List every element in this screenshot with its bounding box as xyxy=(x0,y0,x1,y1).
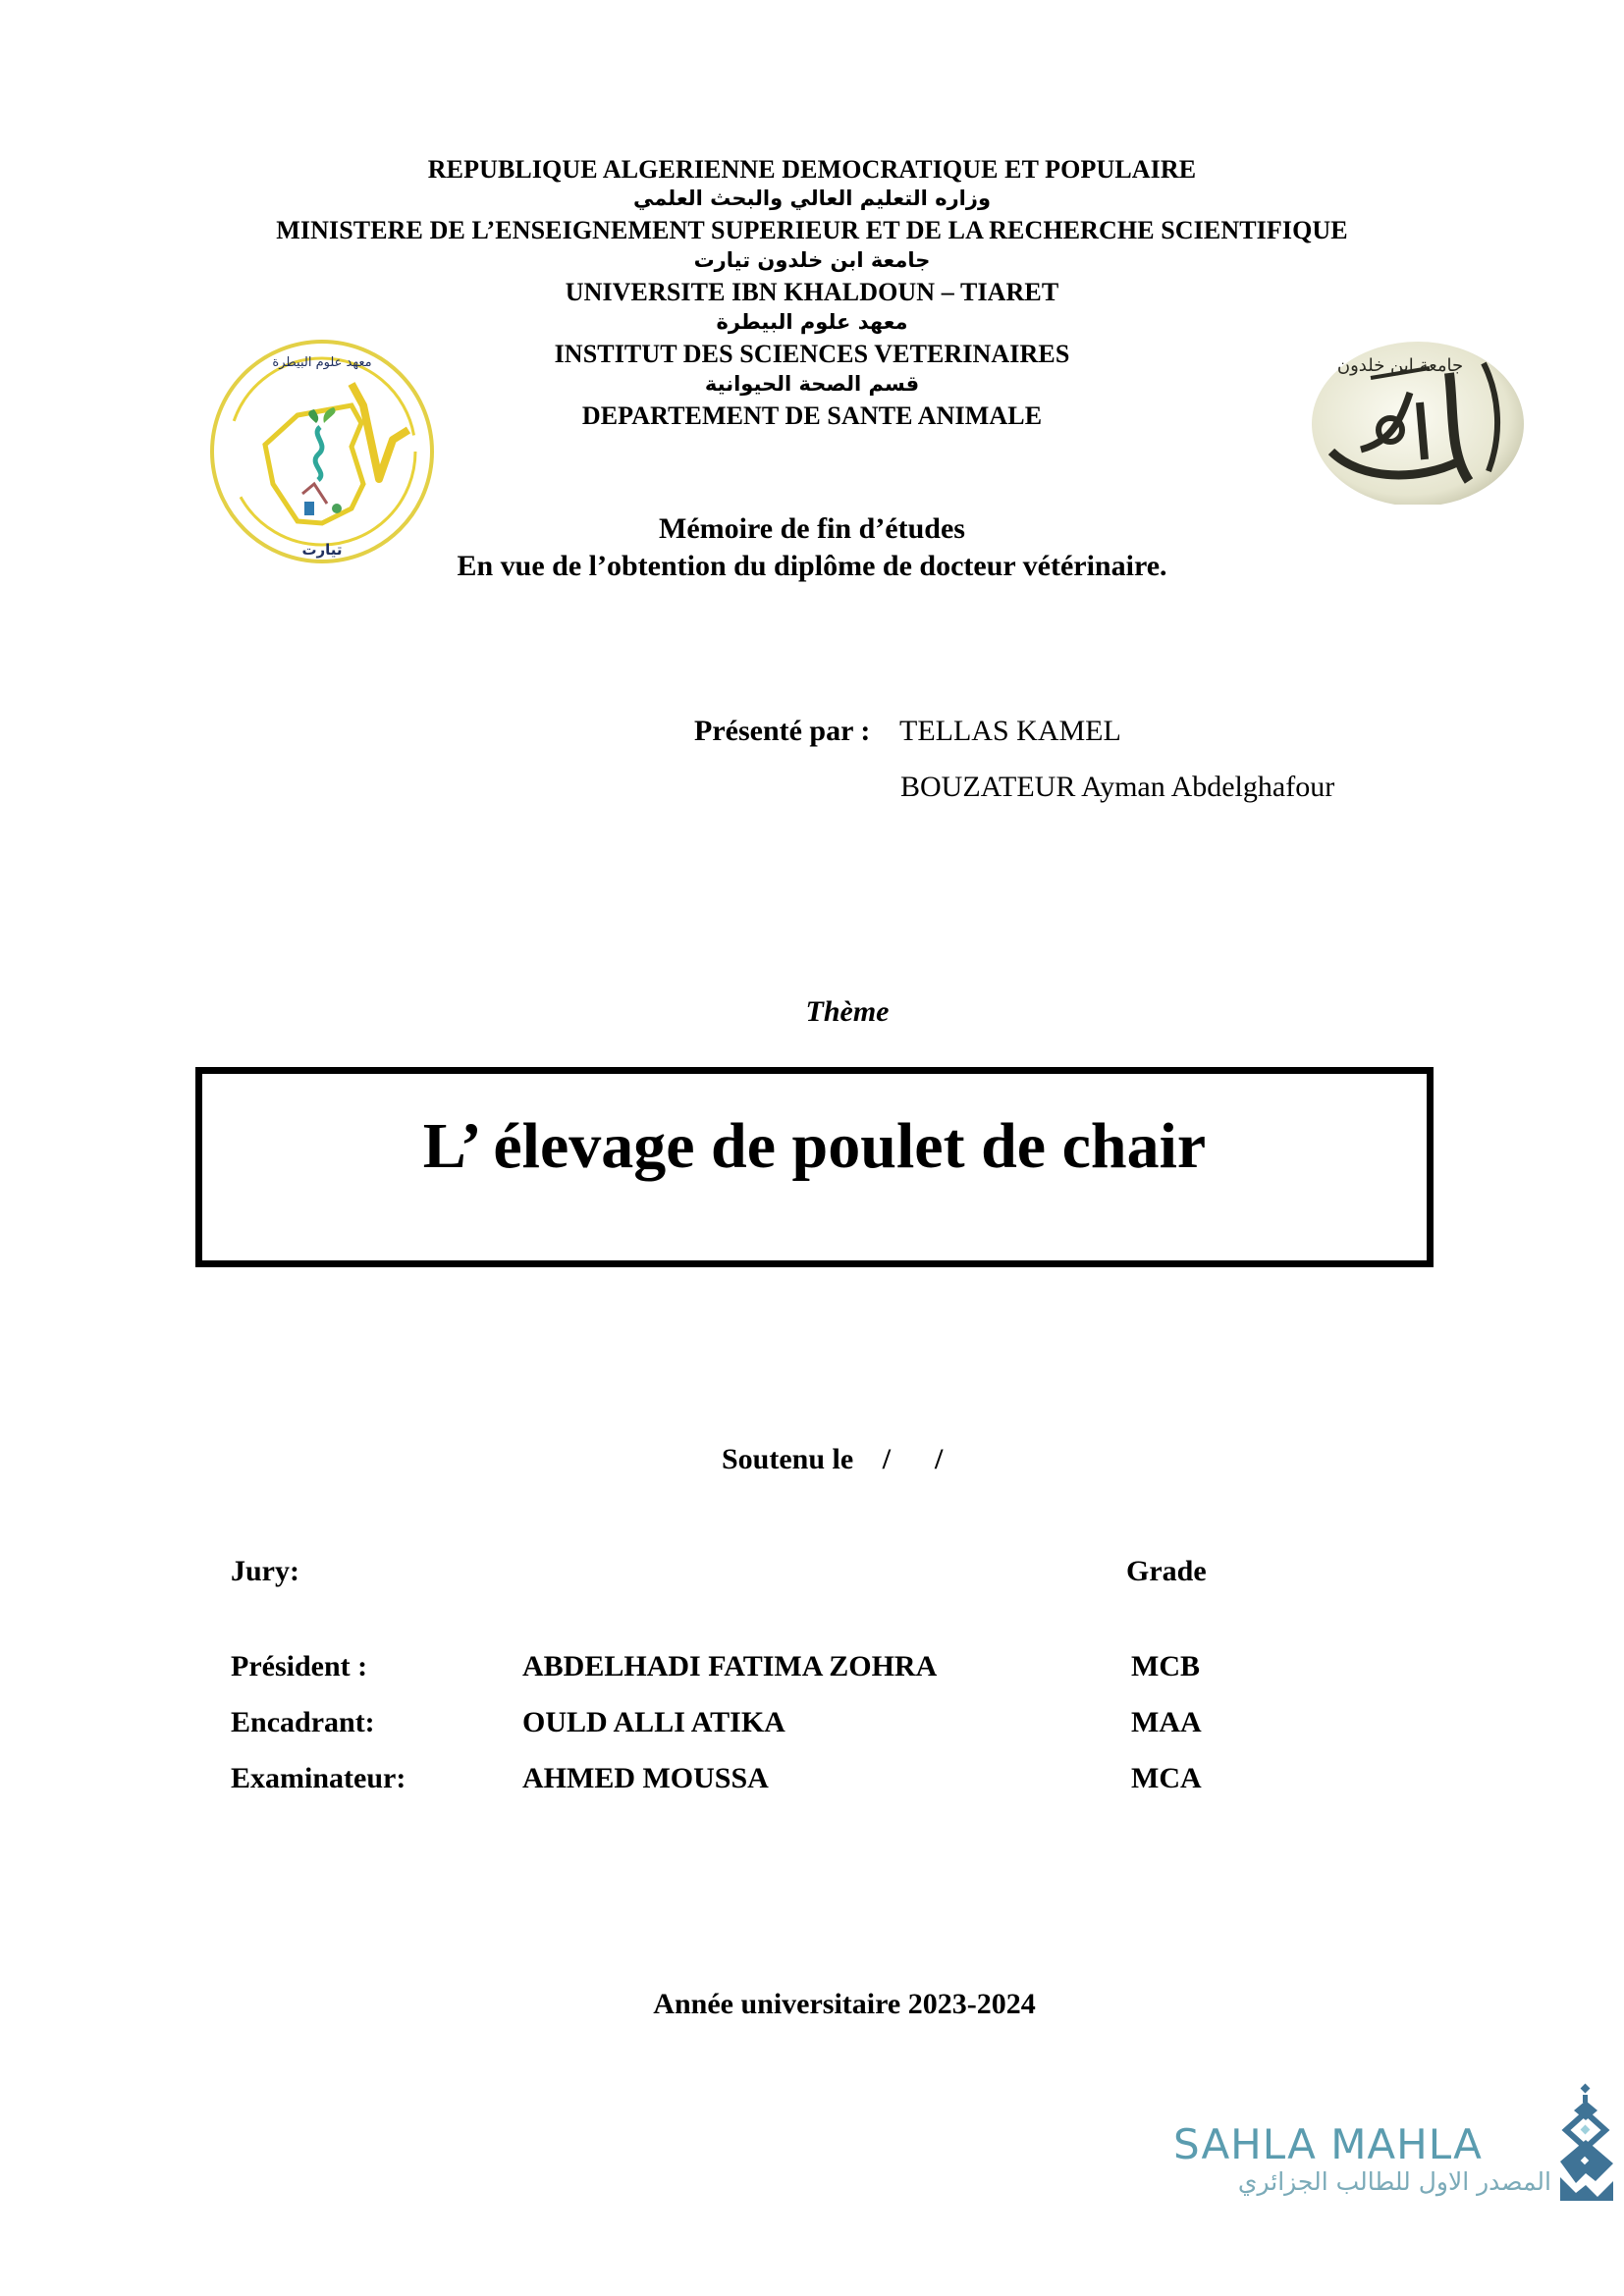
jury-name-president: ABDELHADI FATIMA ZOHRA xyxy=(522,1650,938,1682)
jury-grade-supervisor: MAA xyxy=(1131,1706,1202,1738)
presented-by-text: Présenté par : xyxy=(694,715,871,747)
presented-by-label xyxy=(694,715,870,748)
academic-year: Année universitaire 2023-2024 xyxy=(653,1988,1036,2020)
memoire-title: Mémoire de fin d’études xyxy=(659,512,965,545)
thesis-title: L’ élevage de poulet de chair xyxy=(422,1110,1207,1182)
seal-text: جامعة ابن خلدون xyxy=(1336,355,1464,376)
author-2: BOUZATEUR Ayman Abdelghafour xyxy=(900,771,1335,803)
header-republic: REPUBLIQUE ALGERIENNE DEMOCRATIQUE ET POPULAIRE xyxy=(427,155,1197,184)
university-seal-icon xyxy=(1302,334,1530,505)
memoire-subtitle: En vue de l’obtention du diplôme de docteur vétérinaire. xyxy=(457,550,1167,582)
defense-label: Soutenu le xyxy=(722,1443,854,1475)
jury-name-examiner: AHMED MOUSSA xyxy=(522,1762,769,1794)
jury-name-supervisor: OULD ALLI ATIKA xyxy=(522,1706,785,1738)
sahla-mahla-logo-icon xyxy=(1556,2083,1617,2209)
header-institute: INSTITUT DES SCIENCES VETERINAIRES xyxy=(554,340,1070,368)
header-ministry-arabic: وزاره التعليم العالي والبحث العلمي xyxy=(632,187,992,210)
jury-label: Jury: xyxy=(231,1555,299,1587)
header-department-arabic: قسم الصحة الحيوانية xyxy=(704,372,920,396)
logo-top-text: معهد علوم البيطرة xyxy=(272,355,372,370)
jury-grade-president: MCB xyxy=(1131,1650,1200,1682)
grade-header: Grade xyxy=(1126,1555,1207,1587)
jury-role-supervisor: Encadrant: xyxy=(231,1706,375,1738)
logo-bottom-text: تيارت xyxy=(301,541,343,559)
header-university-arabic: جامعة ابن خلدون تيارت xyxy=(693,248,931,272)
jury-role-examiner: Examinateur: xyxy=(231,1762,406,1794)
theme-label: Thème xyxy=(805,995,890,1028)
defense-line xyxy=(722,1443,943,1476)
header-university: UNIVERSITE IBN KHALDOUN – TIARET xyxy=(565,278,1059,306)
author-1: TELLAS KAMEL xyxy=(899,715,1121,747)
university-logo xyxy=(1302,334,1530,505)
header-institute-arabic: معهد علوم البيطرة xyxy=(716,310,908,334)
jury-grade-examiner: MCA xyxy=(1131,1762,1202,1794)
header-department: DEPARTEMENT DE SANTE ANIMALE xyxy=(581,401,1043,430)
jury-role-president: Président : xyxy=(231,1650,368,1682)
title-box xyxy=(195,1067,1434,1267)
institute-emblem-icon xyxy=(204,337,440,566)
watermark-brand: SAHLA MAHLA xyxy=(1173,2120,1483,2168)
watermark-tagline: المصدر الاول للطالب الجزائري xyxy=(1237,2167,1551,2196)
institute-logo xyxy=(204,337,440,566)
sahla-mahla-watermark[interactable] xyxy=(1173,2120,1615,2218)
header-ministry: MINISTERE DE L’ENSEIGNEMENT SUPERIEUR ET DE LA RECHERCHE SCIENTIFIQUE xyxy=(276,216,1348,244)
defense-date: / / xyxy=(882,1443,944,1475)
